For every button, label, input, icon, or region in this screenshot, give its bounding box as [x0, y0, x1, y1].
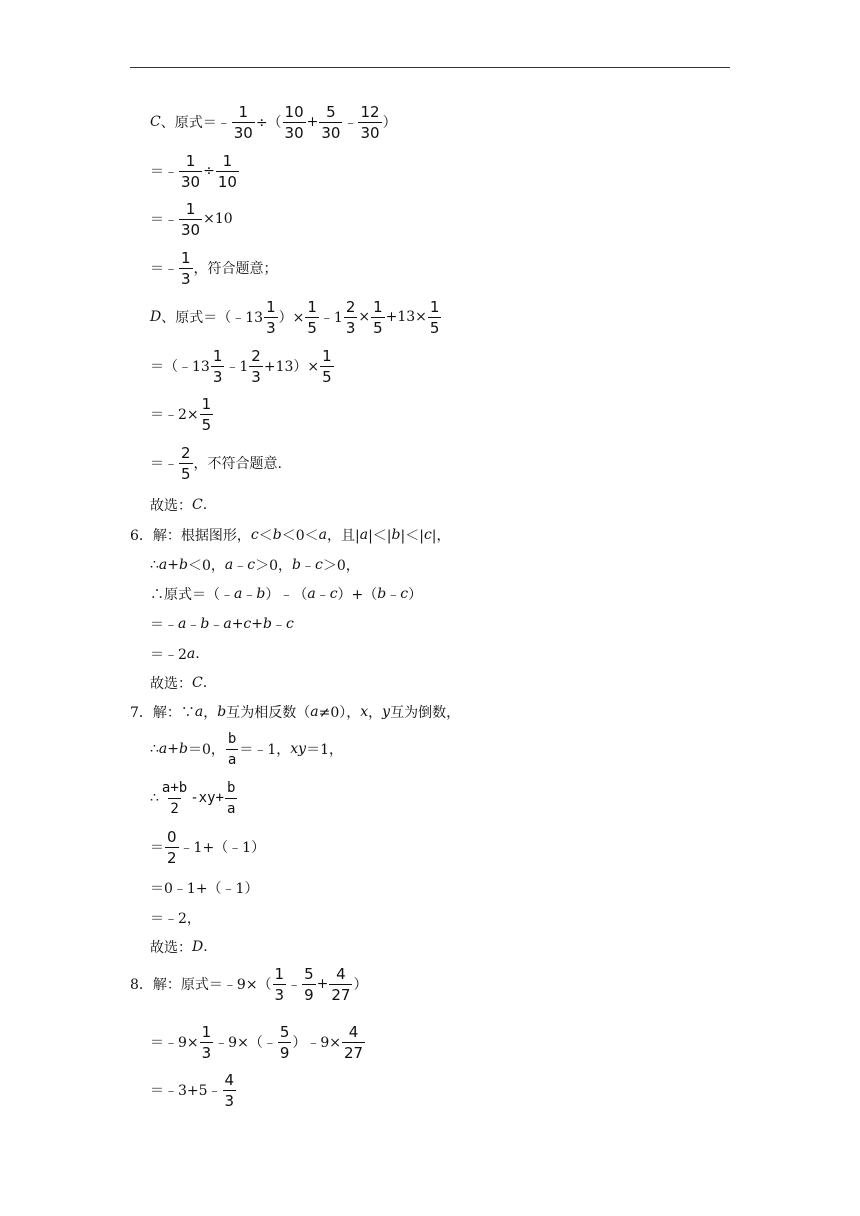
numerator: 2 [345, 297, 356, 316]
q6-line-4 [150, 613, 294, 635]
var: a [223, 616, 232, 632]
q7-line-4 [150, 825, 265, 869]
denominator: 5 [201, 415, 212, 434]
text: ） [382, 115, 397, 131]
var: b [391, 527, 401, 543]
text: . [202, 497, 208, 513]
var: c [315, 557, 323, 573]
fraction [179, 200, 202, 239]
var: b [272, 527, 282, 543]
numerator: 1 [307, 297, 317, 316]
text: ×10 [203, 211, 233, 227]
denominator: 3 [181, 269, 191, 288]
fraction [200, 1023, 214, 1062]
numerator: 4 [336, 964, 346, 983]
text: ﹣ [186, 617, 201, 633]
text: ≠0）， [318, 705, 361, 721]
fraction [320, 347, 334, 386]
option-c-line-4 [150, 246, 278, 290]
fraction [179, 444, 193, 483]
text: ）× [278, 310, 305, 326]
text: +13× [385, 309, 427, 325]
denominator: 3 [224, 1091, 235, 1110]
denominator: 2 [167, 848, 177, 867]
answer-choice-6 [150, 672, 207, 694]
var: a [310, 704, 319, 720]
denominator: 3 [274, 985, 285, 1004]
numerator: 5 [304, 964, 314, 983]
var: c [285, 616, 294, 632]
denominator: 5 [181, 464, 191, 483]
answer-choice-7 [150, 936, 208, 958]
fraction [249, 347, 263, 386]
text: ﹣ [271, 617, 286, 633]
text: 7．解：∵ [130, 705, 195, 721]
numerator: 1 [274, 964, 285, 983]
text: -xy+ [190, 790, 224, 806]
text: + [251, 616, 263, 632]
fraction [179, 249, 193, 288]
text: ﹣ [343, 115, 358, 131]
denominator: 30 [284, 123, 304, 142]
var: c [329, 586, 338, 602]
text: + [231, 616, 244, 632]
q7-line-1 [130, 701, 460, 723]
text: ﹣9×（﹣ [214, 1035, 277, 1051]
q8-line-1 [130, 962, 367, 1006]
text: ∴ [150, 741, 159, 757]
var: a [158, 557, 168, 573]
text: + [316, 976, 329, 992]
text: ＝﹣ [150, 617, 178, 633]
fraction [342, 1023, 365, 1062]
text: ﹣1 [225, 359, 249, 375]
numerator: 1 [185, 199, 196, 218]
q6-line-3 [150, 583, 422, 605]
numerator: a+b [161, 779, 188, 796]
var: b [263, 616, 272, 632]
text: ＝﹣ [150, 456, 178, 472]
numerator: 2 [181, 443, 191, 462]
text: ﹣ [315, 587, 330, 603]
q8-line-3 [150, 1068, 237, 1112]
denominator: 27 [344, 1043, 364, 1062]
var: b [292, 557, 301, 573]
option-label: C [150, 114, 161, 130]
numerator: 1 [222, 151, 233, 170]
denominator: 3 [201, 1043, 212, 1062]
numerator: 1 [181, 248, 191, 267]
q8-line-2 [150, 1020, 366, 1064]
text: ﹣ [386, 587, 401, 603]
denominator: 30 [181, 172, 201, 191]
var: b [200, 616, 210, 632]
var: b [179, 741, 188, 757]
text: ＜ [258, 528, 273, 544]
text: + [167, 741, 180, 757]
answer-letter: D [192, 939, 204, 955]
text: ＝0﹣1+（﹣1） [150, 881, 259, 897]
var: c [423, 527, 432, 543]
numerator: 2 [251, 346, 261, 365]
var: a [318, 527, 328, 543]
q7-line-3 [150, 776, 238, 820]
text: ）﹣9× [292, 1035, 342, 1051]
text: |＜| [368, 528, 392, 544]
denominator: 5 [429, 318, 440, 337]
text: ＝﹣9× [150, 1035, 199, 1051]
text: ＜0＜ [281, 528, 319, 544]
q7-line-2 [150, 727, 343, 771]
var: c [243, 616, 252, 632]
fraction [179, 152, 202, 191]
text: ， [203, 705, 218, 721]
fraction [165, 828, 179, 867]
denominator: 27 [331, 985, 351, 1004]
text: ＝﹣ [150, 212, 178, 228]
denominator: 3 [251, 367, 261, 386]
text: 故选： [150, 498, 192, 514]
text: ，不符合题意. [193, 456, 282, 472]
denominator: 10 [217, 172, 237, 191]
text: +13）× [263, 359, 320, 375]
var: a [178, 616, 187, 632]
fraction [160, 779, 189, 818]
q6-line-5 [150, 643, 200, 665]
option-label: D [150, 309, 162, 325]
fraction [200, 395, 214, 434]
text: ） [408, 587, 423, 603]
text: ﹣1+（﹣1） [179, 840, 266, 856]
text: ， [368, 705, 383, 721]
text: ﹣ [233, 558, 248, 574]
text: ）+（ [337, 587, 378, 603]
numerator: b [227, 730, 237, 747]
denominator: 30 [321, 123, 341, 142]
var: b [179, 557, 188, 573]
numerator: 1 [373, 297, 383, 316]
text: ＝﹣2 [150, 647, 187, 663]
fraction [223, 1071, 237, 1110]
text: |， [431, 528, 451, 544]
text: ＝﹣ [150, 261, 178, 277]
denominator: 5 [373, 318, 383, 337]
text: 互为相反数（ [226, 705, 311, 721]
text: |＜| [400, 528, 424, 544]
text: ＝（﹣13 [150, 359, 210, 375]
numerator: 1 [212, 346, 223, 365]
numerator: 1 [201, 394, 212, 413]
text: ，且| [327, 528, 360, 544]
text: ÷（ [255, 115, 282, 131]
denominator: a [225, 798, 237, 818]
text: + [306, 114, 319, 130]
header-rule [130, 67, 730, 68]
var: a [359, 527, 369, 543]
numerator: 1 [429, 297, 440, 316]
denominator: a [226, 749, 238, 769]
numerator: 1 [266, 297, 276, 316]
text: ﹣1 [319, 310, 343, 326]
var: c [247, 557, 256, 573]
text: ） [353, 977, 368, 993]
text: ﹣ [287, 977, 302, 993]
text: 、原式＝﹣ [160, 115, 231, 131]
fraction [371, 298, 385, 337]
denominator: 3 [212, 367, 223, 386]
q7-line-5 [150, 877, 258, 899]
fraction [232, 103, 255, 142]
text: ，符合题意； [193, 261, 278, 277]
var: y [382, 704, 391, 720]
text: 故选： [150, 676, 192, 692]
denominator: 3 [266, 318, 276, 337]
text: ＝﹣2， [150, 911, 201, 927]
numerator: 10 [284, 102, 304, 121]
fraction [302, 965, 316, 1004]
q6-line-2 [150, 554, 360, 576]
numerator: 1 [238, 102, 249, 121]
answer-choice-5 [150, 494, 207, 516]
text: 互为倒数， [390, 705, 461, 721]
fraction [226, 730, 238, 769]
text: ﹣ [209, 617, 224, 633]
var: a [186, 646, 196, 662]
option-d-line-1 [150, 295, 442, 339]
text: ∴ [150, 557, 159, 573]
fraction [216, 152, 239, 191]
text: ∴ [150, 790, 159, 806]
text: ＞0， [322, 558, 360, 574]
option-d-line-3 [150, 392, 214, 436]
var: a [234, 586, 243, 602]
text: ＝﹣ [150, 164, 178, 180]
fraction [358, 103, 381, 142]
var: a [158, 741, 168, 757]
var: c [400, 586, 409, 602]
fraction [428, 298, 442, 337]
option-c-line-3 [150, 197, 233, 241]
fraction [329, 965, 352, 1004]
denominator: 2 [168, 798, 180, 818]
var: x [360, 704, 369, 720]
var: c [250, 527, 259, 543]
var: b [217, 704, 227, 720]
text: ∴原式＝（﹣ [150, 587, 234, 603]
text: ＝ [150, 840, 164, 856]
text: . [202, 675, 208, 691]
denominator: 30 [360, 123, 380, 142]
numerator: 1 [185, 151, 196, 170]
option-d-line-2 [150, 344, 335, 388]
fraction [225, 779, 237, 818]
fraction [305, 298, 319, 337]
text: ﹣ [301, 558, 315, 574]
var: a [224, 557, 234, 573]
text: . [203, 939, 208, 955]
denominator: 3 [345, 318, 356, 337]
var: b [377, 586, 387, 602]
var: a [307, 586, 316, 602]
text: 、原式＝（﹣13 [161, 310, 264, 326]
numerator: 1 [201, 1022, 212, 1041]
fraction [319, 103, 342, 142]
var: xy [290, 741, 307, 757]
fraction [264, 298, 278, 337]
numerator: 1 [322, 346, 332, 365]
denominator: 9 [279, 1043, 290, 1062]
fraction [273, 965, 287, 1004]
text: 8．解：原式＝﹣9×（ [130, 977, 272, 993]
text: 故选： [150, 940, 192, 956]
fraction [278, 1023, 292, 1062]
var: a [194, 704, 204, 720]
var: b [256, 586, 266, 602]
numerator: 12 [360, 102, 380, 121]
q7-line-6 [150, 907, 201, 929]
text: ）﹣（ [265, 587, 308, 603]
fraction [344, 298, 358, 337]
fraction [283, 103, 306, 142]
numerator: 4 [224, 1070, 235, 1089]
text: ＝﹣2× [150, 407, 199, 423]
fraction [211, 347, 225, 386]
text: 6．解：根据图形， [130, 528, 251, 544]
denominator: 5 [307, 318, 317, 337]
text: ＜0， [187, 558, 225, 574]
numerator: 4 [348, 1022, 359, 1041]
denominator: 30 [233, 123, 253, 142]
denominator: 9 [304, 985, 314, 1004]
text: . [195, 646, 200, 662]
text: × [358, 309, 371, 325]
text: + [167, 557, 180, 573]
text: ÷ [203, 163, 215, 179]
denominator: 30 [181, 220, 201, 239]
text: ＞0， [255, 558, 293, 574]
text: ＝﹣3+5﹣ [150, 1083, 222, 1099]
numerator: b [226, 779, 236, 796]
text: ＝1， [306, 742, 343, 758]
numerator: 0 [167, 827, 177, 846]
answer-letter: C [192, 497, 203, 513]
text: ﹣ [242, 587, 257, 603]
answer-letter: C [192, 675, 203, 691]
q6-line-1 [130, 524, 451, 546]
text: ＝﹣1， [239, 742, 291, 758]
text: ＝0， [187, 742, 225, 758]
denominator: 5 [322, 367, 332, 386]
option-c-line-1 [150, 100, 397, 144]
numerator: 5 [279, 1022, 290, 1041]
option-c-line-2 [150, 149, 240, 193]
numerator: 5 [326, 102, 336, 121]
option-d-line-4 [150, 441, 282, 485]
